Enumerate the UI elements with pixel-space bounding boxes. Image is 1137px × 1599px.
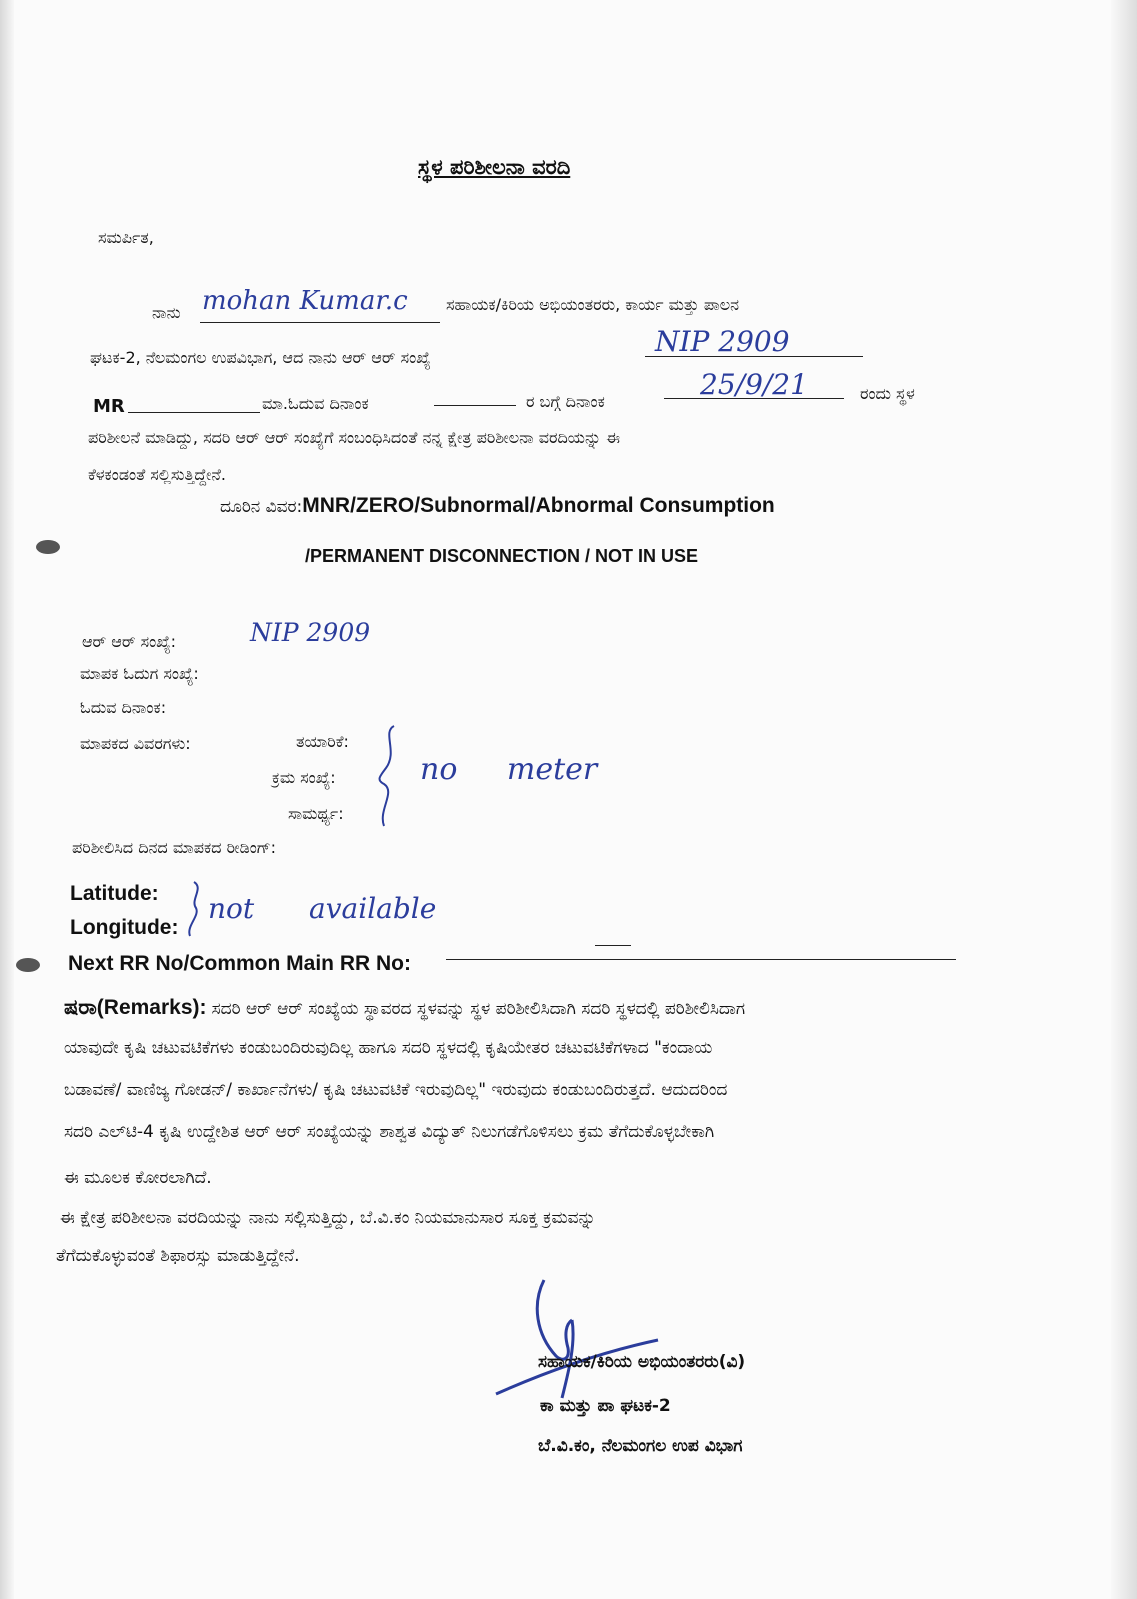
complaint-details [220, 494, 775, 518]
complaint-prefix: ದೂರಿನ ವಿವರ: [220, 497, 303, 517]
rr-no-label: ಆರ್ ಆರ್ ಸಂಖ್ಯೆ: [82, 632, 177, 651]
meter-reading-no-label: ಮಾಪಕ ಓದುಗ ಸಂಖ್ಯೆ: [80, 664, 199, 683]
handwritten-meter-note: no meter [420, 752, 598, 787]
remarks-line-1 [64, 996, 745, 1020]
name-blank [200, 322, 440, 323]
intro-text: ರಂದು ಸ್ಥಳ [860, 384, 915, 403]
remarks-text: ಯಾವುದೇ ಕೃಷಿ ಚಟುವಟಿಕೆಗಳು ಕಂಡುಬಂದಿರುವುದಿಲ್ಲ ಹಾಗೂ ಸದರಿ ಸ್ಥಳದಲ್ಲಿ ಕೃಷಿಯೇತರ ಚಟುವಟಿಕೆಗಳಾದ "ಕಂದಾಯ [64, 1038, 713, 1058]
handwritten-rr-no: NIP 2909 [655, 325, 790, 358]
intro-text: ಘಟಕ-2, ನೆಲಮಂಗಲ ಉಪವಿಭಾಗ, ಆದ ನಾನು ಆರ್ ಆರ್ ಸಂಖ್ಯೆ [90, 348, 431, 367]
signature-mark [492, 1274, 672, 1404]
intro-text: ಸಹಾಯಕ/ಕಿರಿಯ ಅಭಿಯಂತರರು, ಕಾರ್ಯ ಮತ್ತು ಪಾಲನ [446, 295, 740, 314]
complaint-types-2: /PERMANENT DISCONNECTION / NOT IN USE [305, 546, 699, 566]
intro-text: ರ ಬಗ್ಗೆ ದಿನಾಂಕ [526, 392, 605, 411]
latitude-label: Latitude: [70, 882, 159, 905]
capacity-label: ಸಾಮರ್ಥ್ಯ: [288, 804, 344, 823]
serial-label: ಕ್ರಮ ಸಂಖ್ಯೆ: [272, 768, 336, 787]
handwritten-date: 25/9/21 [700, 368, 808, 401]
closing-text: ಈ ಕ್ಷೇತ್ರ ಪರಿಶೀಲನಾ ವರದಿಯನ್ನು ನಾನು ಸಲ್ಲಿಸುತ್ತಿದ್ದು, ಬೆ.ವಿ.ಕಂ ನಿಯಮಾನುಸಾರ ಸೂಕ್ತ ಕ್ರಮವನ್ನು [60, 1208, 596, 1228]
punch-hole [36, 540, 60, 554]
intro-text: ಮಾ.ಓದುವ ದಿನಾಂಕ [262, 394, 369, 413]
longitude-label: Longitude: [70, 916, 179, 939]
remarks-text: ಈ ಮೂಲಕ ಕೋರಲಾಗಿದೆ. [64, 1168, 212, 1188]
dash-mark [595, 945, 631, 946]
intro-text: ನಾನು [152, 303, 181, 322]
designation-line-3: ಬೆ.ವಿ.ಕಂ, ನೆಲಮಂಗಲ ಉಪ ವಿಭಾಗ [538, 1436, 743, 1456]
reading-date-label: ಓದುವ ದಿನಾಂಕ: [80, 698, 167, 717]
punch-hole [16, 958, 40, 972]
remarks-text: ಬಡಾವಣೆ/ ವಾಣಿಜ್ಯ ಗೋಡನ್/ ಕಾರ್ಖಾನೆಗಳು/ ಕೃಷಿ ಚಟುವಟಿಕೆ ಇರುವುದಿಲ್ಲ" ಇರುವುದು ಕಂಡುಬಂದಿರುತ್ತದೆ. ಆದುದರಿಂದ [64, 1080, 728, 1100]
designation-line-1: ಸಹಾಯಕ/ಕಿರಿಯ ಅಭಿಯಂತರರು(ವಿ) [538, 1352, 746, 1372]
next-rr-blank [446, 959, 956, 960]
remarks-text: ಸದರಿ ಎಲ್‌ಟಿ-4 ಕೃಷಿ ಉದ್ದೇಶಿತ ಆರ್ ಆರ್ ಸಂಖ್ಯೆಯನ್ನು ಶಾಶ್ವತ ವಿದ್ಯುತ್ ನಿಲುಗಡೆಗೊಳಿಸಲು ಕ್ರಮ ತೆಗೆದುಕೊಳ್ಳಬೇಕಾಗಿ [64, 1122, 715, 1142]
curly-brace-icon [180, 878, 210, 940]
salutation: ಸಮರ್ಪಿತ, [98, 228, 154, 247]
mr-label: MR [93, 396, 125, 417]
make-label: ತಯಾರಿಕೆ: [296, 732, 349, 751]
reading-date-blank [434, 405, 516, 406]
remarks-label: ಷರಾ(Remarks): [64, 996, 207, 1019]
closing-text: ತೆಗೆದುಕೊಳ್ಳುವಂತೆ ಶಿಫಾರಸ್ಸು ಮಾಡುತ್ತಿದ್ದೇನೆ. [56, 1246, 300, 1266]
curly-brace-icon [368, 722, 408, 832]
mr-blank [128, 412, 260, 413]
remarks-text: ಸದರಿ ಆರ್ ಆರ್ ಸಂಖ್ಯೆಯ ಸ್ಥಾವರದ ಸ್ಥಳವನ್ನು ಸ್ಥಳ ಪರಿಶೀಲಿಸಿದಾಗಿ ಸದರಿ ಸ್ಥಳದಲ್ಲಿ ಪರಿಶೀಲಿಸಿದಾಗ [211, 999, 746, 1019]
handwritten-name: mohan Kumar.c [202, 286, 408, 316]
designation-line-2: ಕಾ ಮತ್ತು ಪಾ ಘಟಕ-2 [540, 1396, 671, 1416]
intro-text: ಪರಿಶೀಲನೆ ಮಾಡಿದ್ದು, ಸದರಿ ಆರ್ ಆರ್ ಸಂಖ್ಯೆಗೆ ಸಂಬಂಧಿಸಿದಂತೆ ನನ್ನ ಕ್ಷೇತ್ರ ಪರಿಶೀಲನಾ ವರದಿಯನ್ನು ಈ [88, 428, 621, 447]
meter-details-label: ಮಾಪಕದ ವಿವರಗಳು: [80, 734, 191, 753]
reading-label: ಪರಿಶೀಲಿಸಿದ ದಿನದ ಮಾಪಕದ ರೀಡಿಂಗ್: [72, 838, 277, 857]
handwritten-latlong: not available [208, 892, 437, 925]
report-title: ಸ್ಥಳ ಪರಿಶೀಲನಾ ವರದಿ [418, 155, 571, 179]
next-rr-label: Next RR No/Common Main RR No: [68, 952, 411, 975]
intro-text: ಕೆಳಕಂಡಂತೆ ಸಲ್ಲಿಸುತ್ತಿದ್ದೇನೆ. [88, 465, 226, 484]
complaint-types: MNR/ZERO/Subnormal/Abnormal Consumption [302, 494, 775, 517]
handwritten-rr-no-2: NIP 2909 [250, 618, 371, 647]
